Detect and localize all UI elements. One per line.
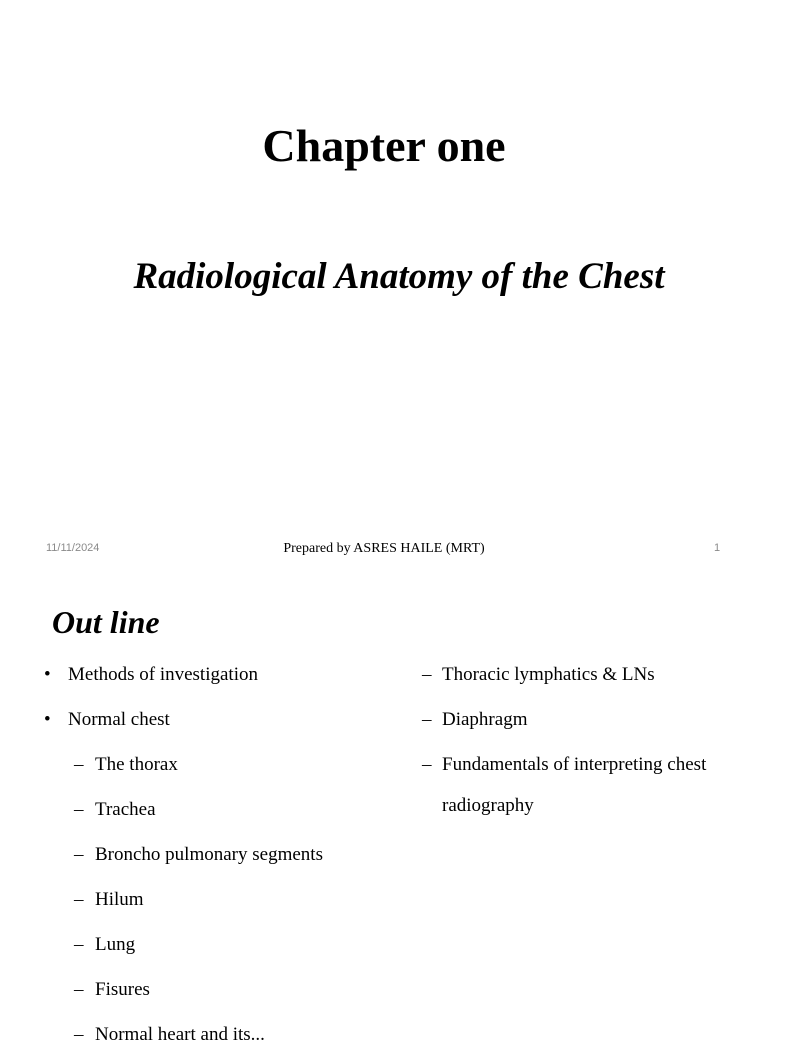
list-item-text: The thorax <box>95 754 178 775</box>
slide-subtitle: Radiological Anatomy of the Chest <box>133 256 665 297</box>
list-item <box>0 654 400 695</box>
dash-icon: – <box>74 844 84 865</box>
dash-icon: – <box>422 664 432 685</box>
list-item <box>0 699 400 740</box>
dash-icon: – <box>74 1024 84 1045</box>
list-item <box>0 1014 400 1055</box>
list-item-text: Trachea <box>95 799 156 820</box>
list-item-text: Fundamentals of interpreting chest radiography <box>442 754 707 816</box>
dash-icon: – <box>422 709 432 730</box>
slide-date: 11/11/2024 <box>46 542 100 554</box>
list-item-text: Methods of investigation <box>68 664 258 685</box>
dash-icon: – <box>74 979 84 1000</box>
list-item <box>420 654 750 695</box>
slide-title: Chapter one <box>262 120 506 171</box>
dash-icon: – <box>74 754 84 775</box>
outline-right-column <box>420 654 750 830</box>
list-item-text: Hilum <box>95 889 144 910</box>
list-item-text: Thoracic lymphatics & LNs <box>442 664 655 685</box>
dash-icon: – <box>74 889 84 910</box>
outline-left-column <box>0 654 400 1059</box>
list-item-text: Fisures <box>95 979 150 1000</box>
list-item-text: Broncho pulmonary segments <box>95 844 323 865</box>
bullet-icon: • <box>44 709 51 730</box>
list-item <box>0 834 400 875</box>
list-item <box>0 969 400 1010</box>
bullet-icon: • <box>44 664 51 685</box>
list-item-text: Diaphragm <box>442 709 528 730</box>
outline-heading: Out line <box>52 604 160 640</box>
slide-footer: Prepared by ASRES HAILE (MRT) <box>283 541 485 556</box>
list-item <box>0 744 400 785</box>
list-item <box>0 924 400 965</box>
list-item-text: Lung <box>95 934 136 955</box>
outline-slide <box>0 576 768 1045</box>
list-item <box>0 879 400 920</box>
list-item-text: Normal heart and its... <box>95 1024 265 1045</box>
list-item <box>420 744 750 826</box>
slide-page-number: 1 <box>714 542 721 554</box>
list-item <box>0 789 400 830</box>
list-item-text: Normal chest <box>68 709 170 730</box>
dash-icon: – <box>74 934 84 955</box>
list-item <box>420 699 750 740</box>
dash-icon: – <box>422 754 432 775</box>
dash-icon: – <box>74 799 84 820</box>
